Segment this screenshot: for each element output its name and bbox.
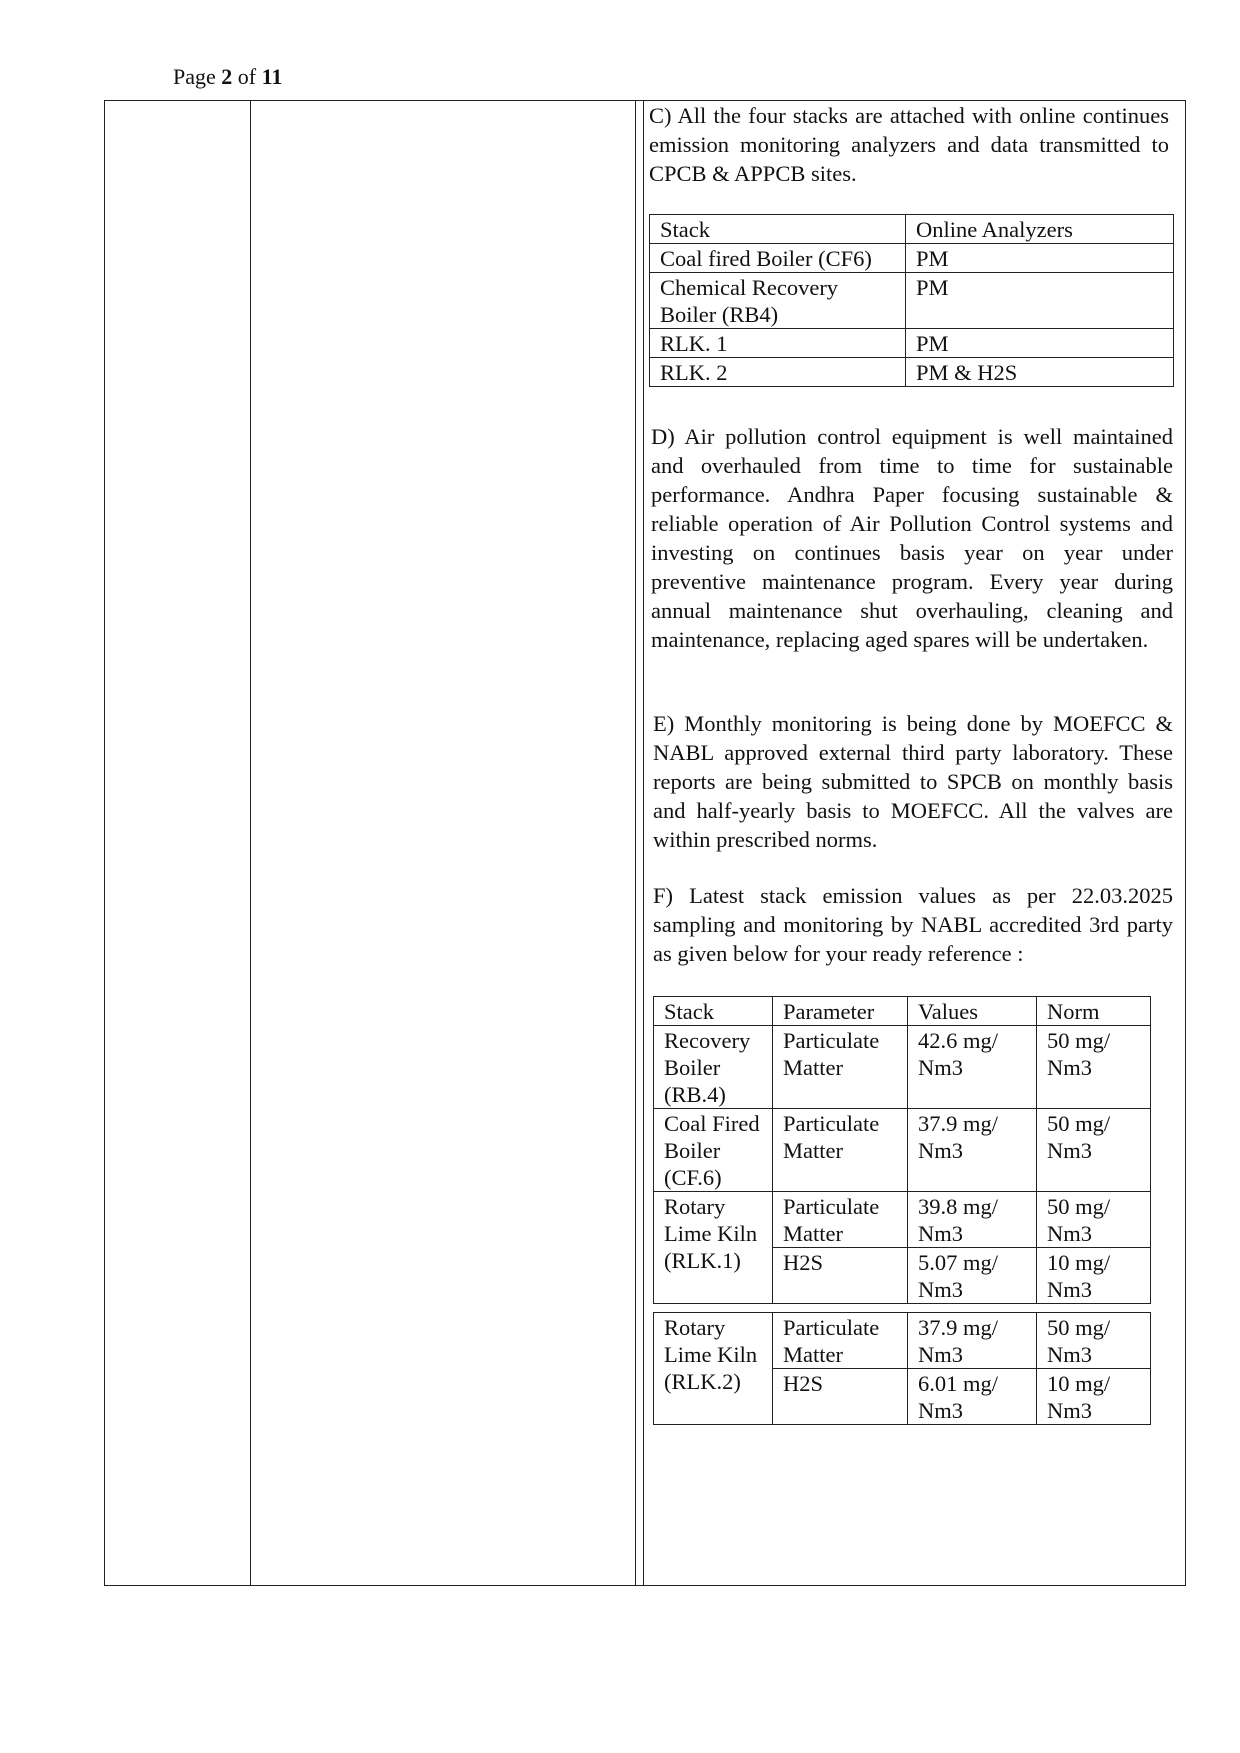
- document-frame: [104, 100, 1186, 1586]
- table-spacer-row: [654, 1304, 1151, 1313]
- column-header: Online Analyzers: [906, 215, 1174, 244]
- stack-cell: Coal Fired Boiler (CF.6): [654, 1109, 773, 1192]
- norm-cell: 10 mg/ Nm3: [1037, 1248, 1151, 1304]
- table-row: [654, 1192, 1151, 1248]
- table-spacer-cell: [654, 1304, 1151, 1313]
- table-row: [650, 329, 1174, 358]
- parameter-cell: H2S: [773, 1248, 908, 1304]
- norm-cell: 50 mg/ Nm3: [1037, 1109, 1151, 1192]
- norm-cell: 50 mg/ Nm3: [1037, 1192, 1151, 1248]
- column-header: Parameter: [773, 997, 908, 1026]
- table-header-row: [654, 997, 1151, 1026]
- table-header-row: [650, 215, 1174, 244]
- table-row: [650, 273, 1174, 329]
- value-cell: 6.01 mg/ Nm3: [908, 1369, 1037, 1425]
- table-cell: Chemical Recovery Boiler (RB4): [650, 273, 906, 329]
- column-header: Values: [908, 997, 1037, 1026]
- page-prefix: Page: [173, 64, 216, 89]
- section-c-text: C) All the four stacks are attached with online continues emission monitoring analyzers and data transmitted to CPCB & APPCB sites.: [649, 103, 1169, 186]
- table-row: [654, 1313, 1151, 1369]
- norm-cell: 50 mg/ Nm3: [1037, 1313, 1151, 1369]
- table-row: [650, 244, 1174, 273]
- table-row: [650, 358, 1174, 387]
- column-divider: [635, 101, 636, 1585]
- table-cell: RLK. 2: [650, 358, 906, 387]
- page-current: 2: [221, 64, 233, 89]
- table-cell: PM: [906, 329, 1174, 358]
- table-cell: Coal fired Boiler (CF6): [650, 244, 906, 273]
- parameter-cell: Particulate Matter: [773, 1109, 908, 1192]
- stack-cell: Recovery Boiler (RB.4): [654, 1026, 773, 1109]
- norm-cell: 50 mg/ Nm3: [1037, 1026, 1151, 1109]
- section-e-text: E) Monthly monitoring is being done by MOEFCC & NABL approved external third party laboratory. These reports are being submitted to SPCB on monthly basis and half-yearly basis to MOEFCC. All the valves are within prescribed norms.: [653, 711, 1173, 852]
- page-number: [173, 64, 282, 90]
- stack-emission-table: [653, 996, 1151, 1425]
- value-cell: 5.07 mg/ Nm3: [908, 1248, 1037, 1304]
- parameter-cell: H2S: [773, 1369, 908, 1425]
- table-cell: RLK. 1: [650, 329, 906, 358]
- table-cell: PM & H2S: [906, 358, 1174, 387]
- parameter-cell: Particulate Matter: [773, 1313, 908, 1369]
- page-of: of: [237, 64, 257, 89]
- online-analyzers-table: [649, 214, 1174, 387]
- value-cell: 37.9 mg/ Nm3: [908, 1109, 1037, 1192]
- table-row: [654, 1026, 1151, 1109]
- section-f-text: F) Latest stack emission values as per 22.03.2025 sampling and monitoring by NABL accredited 3rd party as given below for your ready reference :: [653, 883, 1173, 966]
- stack-cell: Rotary Lime Kiln (RLK.1): [654, 1192, 773, 1304]
- column-header: Stack: [654, 997, 773, 1026]
- parameter-cell: Particulate Matter: [773, 1026, 908, 1109]
- column-header: Norm: [1037, 997, 1151, 1026]
- stack-cell: Rotary Lime Kiln (RLK.2): [654, 1313, 773, 1425]
- page-total: 11: [261, 64, 283, 89]
- table-cell: PM: [906, 244, 1174, 273]
- norm-cell: 10 mg/ Nm3: [1037, 1369, 1151, 1425]
- value-cell: 39.8 mg/ Nm3: [908, 1192, 1037, 1248]
- section-d-text: D) Air pollution control equipment is well maintained and overhauled from time to time for sustainable performance. Andhra Paper focusing sustainable & reliable operation of Air Pollution Control systems and investing on continues basis year on year under preventive maintenance program. Every year during annual maintenance shut overhauling, cleaning and maintenance, replacing aged spares will be undertaken.: [651, 424, 1173, 652]
- value-cell: 42.6 mg/ Nm3: [908, 1026, 1037, 1109]
- table-cell: PM: [906, 273, 1174, 329]
- table-row: [654, 1109, 1151, 1192]
- parameter-cell: Particulate Matter: [773, 1192, 908, 1248]
- column-divider: [643, 101, 644, 1585]
- value-cell: 37.9 mg/ Nm3: [908, 1313, 1037, 1369]
- column-divider: [250, 101, 251, 1585]
- column-header: Stack: [650, 215, 906, 244]
